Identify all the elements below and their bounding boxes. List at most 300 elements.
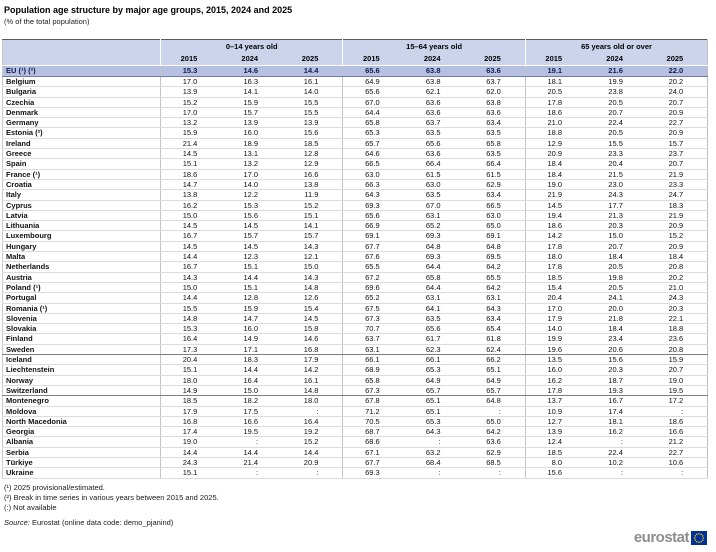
value-cell: 13.2 [221, 159, 282, 169]
value-cell: 17.0 [221, 169, 282, 179]
value-cell: 20.9 [647, 128, 708, 138]
value-cell: 13.1 [221, 149, 282, 159]
value-cell: 18.1 [525, 77, 586, 87]
value-cell: : [586, 468, 647, 478]
value-cell: 18.3 [647, 200, 708, 210]
value-cell: 67.2 [343, 272, 404, 282]
table-row [3, 303, 708, 313]
country-cell: Czechia [3, 97, 161, 107]
value-cell: 16.6 [647, 427, 708, 437]
value-cell: 23.8 [586, 87, 647, 97]
value-cell: 21.0 [525, 118, 586, 128]
value-cell: 16.7 [161, 262, 222, 272]
value-cell: 69.3 [404, 231, 465, 241]
value-cell: 21.9 [647, 169, 708, 179]
value-cell: : [282, 468, 343, 478]
value-cell: 12.3 [221, 252, 282, 262]
value-cell: 20.9 [282, 457, 343, 467]
value-cell: 62.3 [404, 344, 465, 354]
table-row [3, 396, 708, 406]
value-cell: 15.2 [282, 200, 343, 210]
table-row [3, 416, 708, 426]
value-cell: 65.5 [343, 262, 404, 272]
value-cell: 61.8 [465, 334, 526, 344]
country-cell: Estonia (²) [3, 128, 161, 138]
value-cell: 15.8 [282, 324, 343, 334]
value-cell: 18.5 [525, 447, 586, 457]
value-cell: 20.5 [586, 282, 647, 292]
column-group-header: 0–14 years old [161, 40, 343, 54]
value-cell: 15.7 [647, 138, 708, 148]
value-cell: 17.0 [525, 303, 586, 313]
value-cell: 64.9 [465, 375, 526, 385]
year-header: 2025 [282, 53, 343, 66]
value-cell: 63.6 [465, 66, 526, 77]
country-cell: Spain [3, 159, 161, 169]
value-cell: 20.4 [586, 159, 647, 169]
value-cell: 15.6 [221, 210, 282, 220]
value-cell: 23.7 [647, 149, 708, 159]
value-cell: 15.1 [282, 210, 343, 220]
value-cell: 66.3 [343, 179, 404, 189]
value-cell: 15.5 [586, 138, 647, 148]
value-cell: 10.9 [525, 406, 586, 416]
table-row [3, 447, 708, 457]
value-cell: 22.7 [647, 118, 708, 128]
value-cell: 14.8 [282, 385, 343, 395]
value-cell: 19.0 [161, 437, 222, 447]
table-row [3, 149, 708, 159]
value-cell: 67.7 [343, 241, 404, 251]
value-cell: 15.4 [282, 303, 343, 313]
eurostat-logo-text: eurostat [633, 529, 689, 546]
value-cell: 20.3 [586, 221, 647, 231]
value-cell: 15.5 [282, 107, 343, 117]
value-cell: 14.5 [282, 313, 343, 323]
country-cell: Slovenia [3, 313, 161, 323]
value-cell: 18.7 [586, 375, 647, 385]
table-row [3, 128, 708, 138]
value-cell: 65.3 [343, 128, 404, 138]
country-cell: Norway [3, 375, 161, 385]
table-row [3, 138, 708, 148]
value-cell: 68.5 [465, 457, 526, 467]
value-cell: 67.3 [343, 313, 404, 323]
value-cell: 63.4 [465, 118, 526, 128]
table-row [3, 437, 708, 447]
value-cell: 63.6 [404, 97, 465, 107]
value-cell: 66.5 [343, 159, 404, 169]
value-cell: 16.0 [221, 128, 282, 138]
value-cell: 61.5 [465, 169, 526, 179]
value-cell: 22.4 [586, 447, 647, 457]
value-cell: 14.3 [282, 241, 343, 251]
table-row [3, 252, 708, 262]
value-cell: 17.9 [525, 313, 586, 323]
value-cell: 65.4 [465, 324, 526, 334]
value-cell: 65.1 [404, 396, 465, 406]
value-cell: 64.4 [404, 262, 465, 272]
value-cell: 63.6 [404, 149, 465, 159]
value-cell: 12.1 [282, 252, 343, 262]
table-row [3, 221, 708, 231]
value-cell: 18.0 [282, 396, 343, 406]
value-cell: 64.8 [465, 396, 526, 406]
value-cell: 66.9 [343, 221, 404, 231]
table-row [3, 375, 708, 385]
year-header: 2024 [586, 53, 647, 66]
value-cell: 21.4 [161, 138, 222, 148]
table-row [3, 468, 708, 478]
value-cell: 18.5 [161, 396, 222, 406]
table-row [3, 179, 708, 189]
value-cell: 16.6 [221, 416, 282, 426]
table-row [3, 241, 708, 251]
value-cell: 18.4 [525, 159, 586, 169]
value-cell: 68.4 [404, 457, 465, 467]
value-cell: 16.2 [161, 200, 222, 210]
value-cell: 14.1 [221, 87, 282, 97]
value-cell: 14.5 [221, 221, 282, 231]
column-group-header: 65 years old or over [525, 40, 707, 54]
value-cell: 65.8 [465, 138, 526, 148]
table-row [3, 282, 708, 292]
value-cell: 63.2 [404, 447, 465, 457]
value-cell: 65.0 [465, 221, 526, 231]
value-cell: 14.3 [161, 272, 222, 282]
value-cell: 21.3 [586, 210, 647, 220]
value-cell: 64.1 [404, 303, 465, 313]
value-cell: 70.7 [343, 324, 404, 334]
value-cell: 20.5 [586, 262, 647, 272]
title-block [0, 0, 716, 26]
value-cell: 71.2 [343, 406, 404, 416]
value-cell: 13.9 [525, 427, 586, 437]
value-cell: 17.4 [161, 427, 222, 437]
value-cell: 10.2 [586, 457, 647, 467]
value-cell: 63.0 [404, 179, 465, 189]
value-cell: 20.8 [647, 262, 708, 272]
value-cell: 17.2 [647, 396, 708, 406]
value-cell: 12.7 [525, 416, 586, 426]
value-cell: : [404, 468, 465, 478]
value-cell: 23.3 [586, 149, 647, 159]
table-row [3, 324, 708, 334]
table-row [3, 406, 708, 416]
value-cell: 14.4 [221, 447, 282, 457]
value-cell: 12.9 [282, 159, 343, 169]
value-cell: 13.7 [525, 396, 586, 406]
value-cell: 20.0 [586, 303, 647, 313]
value-cell: 13.9 [161, 87, 222, 97]
table-row [3, 344, 708, 354]
table-row [3, 262, 708, 272]
value-cell: 65.2 [404, 221, 465, 231]
page-title: Population age structure by major age groups, 2015, 2024 and 2025 [4, 5, 293, 15]
value-cell: 14.5 [161, 221, 222, 231]
country-cell: Croatia [3, 179, 161, 189]
value-cell: 15.6 [282, 128, 343, 138]
value-cell: 24.3 [161, 457, 222, 467]
value-cell: 63.1 [404, 293, 465, 303]
value-cell: 63.1 [343, 344, 404, 354]
value-cell: 65.1 [404, 406, 465, 416]
value-cell: 21.9 [525, 190, 586, 200]
value-cell: 17.1 [221, 344, 282, 354]
table-row [3, 293, 708, 303]
value-cell: 65.0 [465, 416, 526, 426]
value-cell: 19.0 [525, 179, 586, 189]
value-cell: 24.3 [647, 293, 708, 303]
value-cell: 11.9 [282, 190, 343, 200]
value-cell: 15.7 [221, 231, 282, 241]
value-cell: 70.5 [343, 416, 404, 426]
value-cell: 62.9 [465, 179, 526, 189]
value-cell: 17.9 [161, 406, 222, 416]
value-cell: 65.7 [465, 385, 526, 395]
value-cell: 68.6 [343, 437, 404, 447]
value-cell: 67.5 [343, 303, 404, 313]
country-cell: Sweden [3, 344, 161, 354]
value-cell: 20.7 [586, 107, 647, 117]
table-row [3, 365, 708, 375]
value-cell: 19.6 [525, 344, 586, 354]
value-cell: 14.0 [221, 179, 282, 189]
value-cell: 20.7 [647, 365, 708, 375]
value-cell: 14.5 [161, 241, 222, 251]
value-cell: 68.7 [343, 427, 404, 437]
table-row [3, 159, 708, 169]
value-cell: 19.9 [586, 77, 647, 87]
value-cell: 67.3 [343, 385, 404, 395]
value-cell: 24.1 [586, 293, 647, 303]
value-cell: 12.6 [282, 293, 343, 303]
country-cell: Denmark [3, 107, 161, 117]
value-cell: 16.0 [525, 365, 586, 375]
value-cell: 13.9 [282, 118, 343, 128]
value-cell: 65.6 [343, 66, 404, 77]
header-corner-cell [3, 53, 161, 66]
value-cell: 64.2 [465, 262, 526, 272]
country-cell: Belgium [3, 77, 161, 87]
value-cell: 12.9 [525, 138, 586, 148]
value-cell: 14.6 [221, 66, 282, 77]
value-cell: 15.9 [221, 97, 282, 107]
table-row [3, 107, 708, 117]
country-cell: Malta [3, 252, 161, 262]
value-cell: 15.4 [525, 282, 586, 292]
value-cell: 17.8 [525, 385, 586, 395]
value-cell: 15.3 [161, 66, 222, 77]
value-cell: 23.3 [647, 179, 708, 189]
table-row [3, 313, 708, 323]
value-cell: 15.0 [282, 262, 343, 272]
value-cell: 18.4 [586, 252, 647, 262]
value-cell: 18.4 [586, 324, 647, 334]
value-cell: 63.0 [465, 210, 526, 220]
value-cell: 20.2 [647, 77, 708, 87]
value-cell: 14.0 [282, 87, 343, 97]
value-cell: 15.0 [161, 282, 222, 292]
value-cell: 16.2 [586, 427, 647, 437]
value-cell: 18.6 [525, 107, 586, 117]
value-cell: 13.2 [161, 118, 222, 128]
value-cell: : [221, 468, 282, 478]
value-cell: 14.4 [221, 365, 282, 375]
country-cell: Ukraine [3, 468, 161, 478]
value-cell: 15.0 [586, 231, 647, 241]
value-cell: 20.7 [647, 159, 708, 169]
value-cell: 62.1 [404, 87, 465, 97]
value-cell: 19.5 [221, 427, 282, 437]
value-cell: 20.3 [647, 303, 708, 313]
value-cell: 69.3 [343, 468, 404, 478]
value-cell: 62.9 [465, 447, 526, 457]
value-cell: 15.1 [161, 365, 222, 375]
value-cell: 22.0 [647, 66, 708, 77]
value-cell: 14.4 [161, 447, 222, 457]
value-cell: 69.1 [465, 231, 526, 241]
value-cell: 16.7 [586, 396, 647, 406]
value-cell: 67.1 [343, 447, 404, 457]
value-cell: 21.8 [586, 313, 647, 323]
value-cell: 15.1 [161, 468, 222, 478]
table-row [3, 355, 708, 365]
value-cell: 65.6 [404, 138, 465, 148]
value-cell: : [404, 437, 465, 447]
value-cell: 63.5 [404, 190, 465, 200]
value-cell: 69.1 [343, 231, 404, 241]
country-cell: Germany [3, 118, 161, 128]
country-cell: Hungary [3, 241, 161, 251]
country-cell: Albania [3, 437, 161, 447]
value-cell: 16.8 [161, 416, 222, 426]
value-cell: 66.4 [404, 159, 465, 169]
value-cell: 13.9 [221, 118, 282, 128]
value-cell: 16.8 [282, 344, 343, 354]
value-cell: 63.7 [465, 77, 526, 87]
footnote: (²) Break in time series in various years between 2015 and 2025. [4, 492, 219, 502]
footnotes [4, 483, 716, 513]
year-header: 2025 [647, 53, 708, 66]
value-cell: 17.5 [221, 406, 282, 416]
value-cell: 64.3 [404, 427, 465, 437]
value-cell: 15.9 [647, 355, 708, 365]
value-cell: 15.7 [221, 107, 282, 117]
value-cell: 14.7 [161, 179, 222, 189]
table-row [3, 97, 708, 107]
value-cell: 20.4 [525, 293, 586, 303]
population-age-structure-table [2, 39, 708, 479]
value-cell: 65.7 [343, 138, 404, 148]
value-cell: 23.0 [586, 179, 647, 189]
value-cell: 18.9 [221, 138, 282, 148]
source-line [4, 518, 716, 527]
value-cell: 12.8 [282, 149, 343, 159]
country-cell: Bulgaria [3, 87, 161, 97]
value-cell: 69.6 [343, 282, 404, 292]
value-cell: 14.5 [525, 200, 586, 210]
value-cell: 15.6 [525, 468, 586, 478]
value-cell: 21.5 [586, 169, 647, 179]
value-cell: 65.6 [343, 87, 404, 97]
value-cell: : [586, 437, 647, 447]
header-corner-cell [3, 40, 161, 54]
country-cell: Portugal [3, 293, 161, 303]
value-cell: 14.2 [525, 231, 586, 241]
value-cell: 63.8 [465, 97, 526, 107]
value-cell: 65.5 [465, 272, 526, 282]
value-cell: 18.4 [647, 252, 708, 262]
country-cell: Montenegro [3, 396, 161, 406]
value-cell: 68.9 [343, 365, 404, 375]
source-label: Source: [4, 517, 30, 527]
value-cell: 17.4 [586, 406, 647, 416]
value-cell: 19.9 [525, 334, 586, 344]
value-cell: 17.8 [525, 262, 586, 272]
value-cell: 20.6 [586, 344, 647, 354]
country-cell: Cyprus [3, 200, 161, 210]
value-cell: 17.0 [161, 77, 222, 87]
table-row-eu-aggregate [3, 66, 708, 77]
value-cell: 14.0 [525, 324, 586, 334]
year-header: 2015 [161, 53, 222, 66]
value-cell: 20.9 [647, 241, 708, 251]
value-cell: 20.2 [647, 272, 708, 282]
value-cell: 65.3 [404, 416, 465, 426]
value-cell: 63.7 [404, 118, 465, 128]
value-cell: 64.4 [343, 107, 404, 117]
table-row [3, 272, 708, 282]
value-cell: 13.8 [282, 179, 343, 189]
value-cell: 16.4 [221, 375, 282, 385]
value-cell: 63.7 [343, 334, 404, 344]
value-cell: 18.8 [647, 324, 708, 334]
value-cell: 17.0 [161, 107, 222, 117]
value-cell: 61.7 [404, 334, 465, 344]
value-cell: 63.6 [465, 107, 526, 117]
value-cell: 63.4 [465, 190, 526, 200]
value-cell: 16.1 [282, 375, 343, 385]
value-cell: 18.8 [525, 128, 586, 138]
value-cell: 20.9 [647, 221, 708, 231]
value-cell: 19.8 [586, 272, 647, 282]
value-cell: 15.5 [161, 303, 222, 313]
value-cell: 15.0 [221, 385, 282, 395]
table-row [3, 210, 708, 220]
value-cell: 63.0 [343, 169, 404, 179]
value-cell: 14.5 [161, 149, 222, 159]
country-cell: Ireland [3, 138, 161, 148]
value-cell: 16.4 [161, 334, 222, 344]
value-cell: 66.4 [465, 159, 526, 169]
table-row [3, 200, 708, 210]
value-cell: 19.4 [525, 210, 586, 220]
year-header: 2015 [525, 53, 586, 66]
value-cell: 15.0 [161, 210, 222, 220]
country-cell: France (¹) [3, 169, 161, 179]
value-cell: 20.5 [525, 87, 586, 97]
value-cell: 64.4 [404, 282, 465, 292]
country-cell: Austria [3, 272, 161, 282]
table-header [3, 40, 708, 66]
value-cell: 16.1 [282, 77, 343, 87]
value-cell: 18.3 [221, 355, 282, 365]
value-cell: 14.5 [221, 241, 282, 251]
value-cell: 63.4 [465, 313, 526, 323]
value-cell: 17.9 [282, 355, 343, 365]
value-cell: 64.2 [465, 427, 526, 437]
